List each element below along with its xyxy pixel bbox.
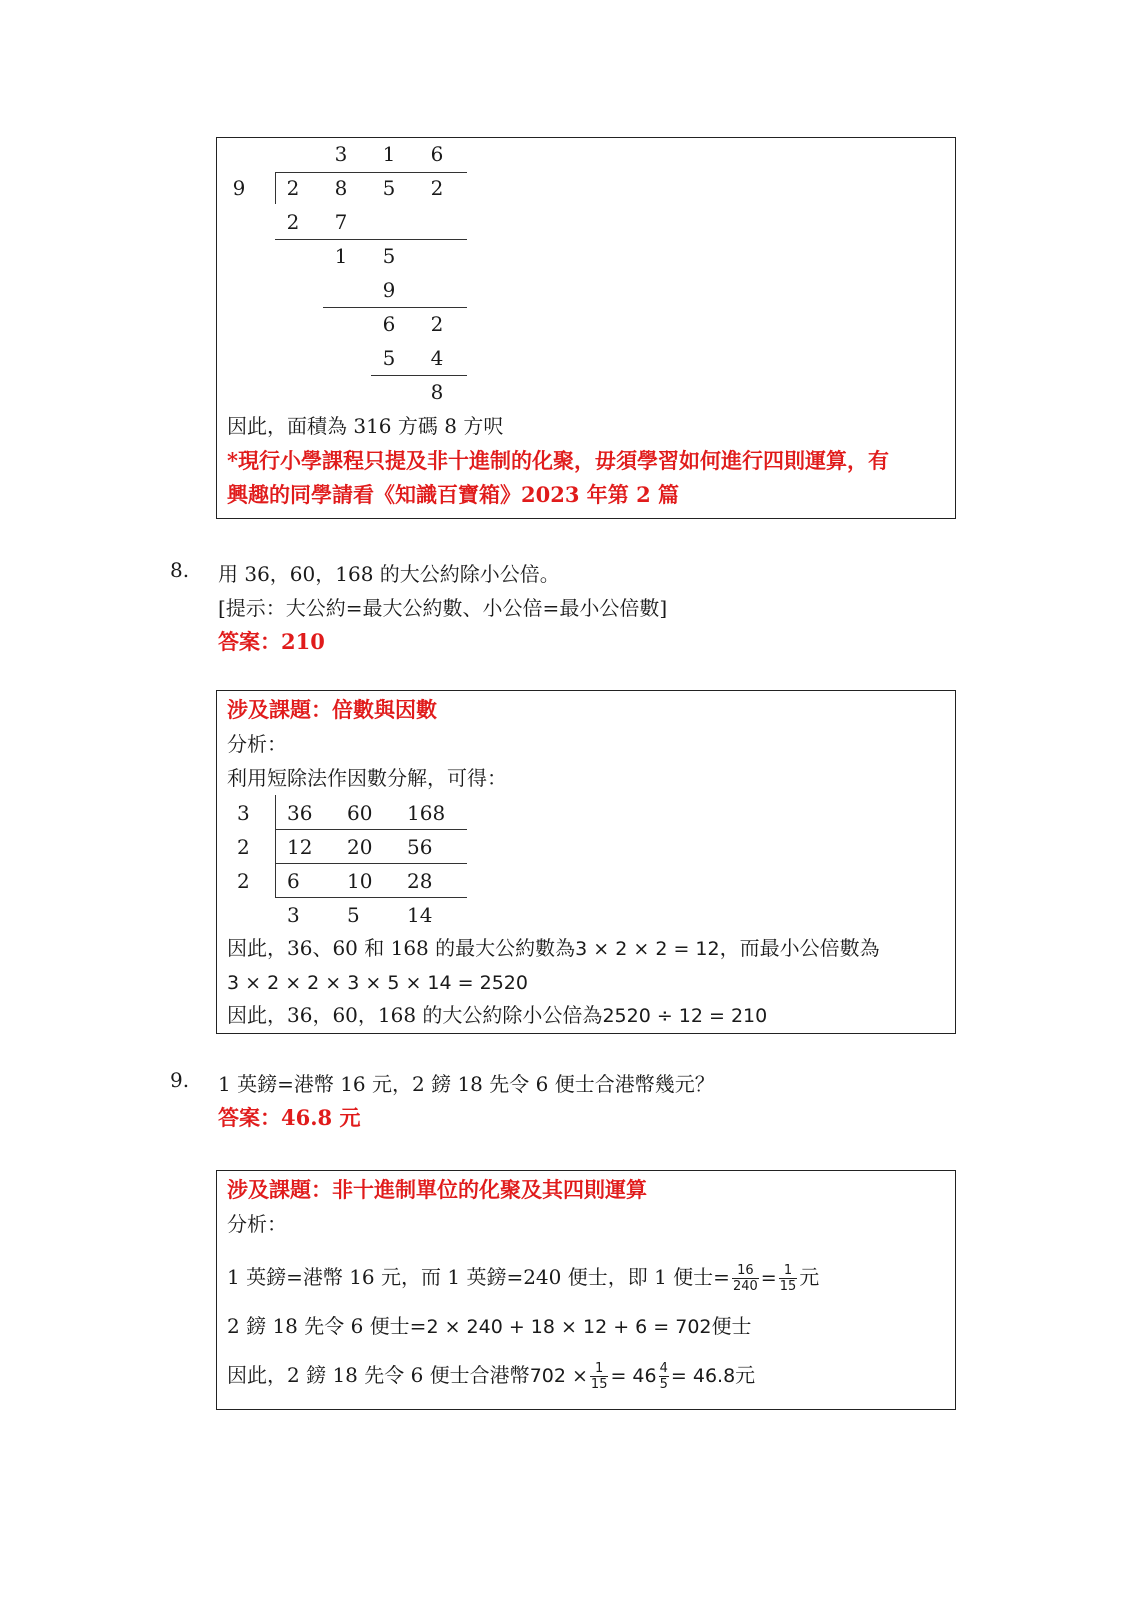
step-digit: 4 <box>430 346 444 370</box>
final-line <box>227 1355 755 1396</box>
ladder-cell: 10 <box>347 869 373 893</box>
remainder-digit: 8 <box>430 380 444 404</box>
ladder-cell: 168 <box>407 801 446 825</box>
step-digit: 1 <box>334 244 348 268</box>
step-digit: 2 <box>430 312 444 336</box>
ladder-line <box>275 829 467 830</box>
question-number: 8. <box>170 558 190 582</box>
final-math: = 46.8 <box>670 1365 736 1387</box>
dividend-digit: 2 <box>430 176 444 200</box>
method-text: 利用短除法作因數分解，可得： <box>227 766 507 790</box>
gcd-tail: ，而最小公倍數為 <box>719 936 880 960</box>
step-digit: 9 <box>382 278 396 302</box>
dividend-digit: 5 <box>382 176 396 200</box>
analysis-label: 分析： <box>227 732 287 756</box>
fraction: $\frac{4}{5}$ <box>659 1361 668 1392</box>
question-number: 9. <box>170 1068 190 1092</box>
result-text: 因此，36，60，168 的大公約除小公倍為 <box>227 1003 603 1027</box>
ladder-line <box>275 863 467 864</box>
answer-text: 答案：46.8 元 <box>218 1105 361 1130</box>
conversion-text: 1 英鎊=港幣 16 元，而 1 英鎊=240 便士，即 1 便士= <box>227 1265 730 1289</box>
pence-math: 2 × 240 + 18 × 12 + 6 = 702 <box>426 1316 712 1338</box>
lcm-math: 3 × 2 × 2 × 3 × 5 × 14 = 2520 <box>227 972 528 994</box>
fraction: $\frac{16}{240}$ <box>732 1263 758 1294</box>
final-text: 因此，2 鎊 18 先令 6 便士合港幣 <box>227 1363 530 1387</box>
dividend-digit: 2 <box>286 176 300 200</box>
pence-text: 2 鎊 18 先令 6 便士= <box>227 1314 427 1338</box>
ladder-cell: 12 <box>287 835 313 859</box>
q9-analysis-box <box>216 1170 956 1410</box>
topic-heading: 涉及課題：倍數與因數 <box>227 697 437 722</box>
subtraction-line <box>275 239 467 240</box>
ladder-divisor: 3 <box>237 801 250 825</box>
step-digit: 7 <box>334 210 348 234</box>
quotient-digit: 6 <box>430 142 444 166</box>
pence-line <box>227 1313 752 1340</box>
lcm-line <box>227 969 528 996</box>
question-text: 1 英鎊=港幣 16 元，2 鎊 18 先令 6 便士合港幣幾元？ <box>218 1072 715 1096</box>
conversion-line <box>227 1257 819 1298</box>
ladder-cell: 5 <box>347 903 360 927</box>
q8-analysis-box <box>216 690 956 1034</box>
subtraction-line <box>323 307 467 308</box>
topic-heading: 涉及課題：非十進制單位的化聚及其四則運算 <box>227 1177 647 1202</box>
ladder-cell: 3 <box>287 903 300 927</box>
ladder-cell: 56 <box>407 835 433 859</box>
conclusion-text: 因此，面積為 316 方碼 8 方呎 <box>227 414 504 438</box>
ladder-cell: 6 <box>287 869 300 893</box>
ladder-vertical-line <box>275 795 276 897</box>
ladder-cell: 60 <box>347 801 373 825</box>
gcd-line <box>227 935 880 962</box>
step-digit: 2 <box>286 210 300 234</box>
gcd-text: 因此，36、60 和 168 的最大公約數為 <box>227 936 576 960</box>
step-digit: 5 <box>382 244 396 268</box>
result-line <box>227 1002 767 1029</box>
fraction: $\frac{1}{15}$ <box>779 1263 797 1294</box>
step-digit: 6 <box>382 312 396 336</box>
division-bracket <box>275 172 276 204</box>
ladder-line <box>275 897 467 898</box>
divisor: 9 <box>232 176 246 200</box>
step-digit: 5 <box>382 346 396 370</box>
ladder-cell: 28 <box>407 869 433 893</box>
ladder-divisor: 2 <box>237 869 250 893</box>
ladder-divisor: 2 <box>237 835 250 859</box>
subtraction-line <box>371 375 467 376</box>
unit-text: 元 <box>799 1265 820 1289</box>
quotient-digit: 3 <box>334 142 348 166</box>
ladder-cell: 36 <box>287 801 313 825</box>
fraction: $\frac{1}{15}$ <box>590 1361 608 1392</box>
note-line-1: *現行小學課程只提及非十進制的化聚，毋須學習如何進行四則運算，有 <box>227 448 889 473</box>
final-math: = 46 <box>610 1365 657 1387</box>
dividend-digit: 8 <box>334 176 348 200</box>
unit-text: 便士 <box>711 1314 752 1338</box>
note-line-2: 興趣的同學請看《知識百寶箱》2023 年第 2 篇 <box>227 482 679 507</box>
equals-sign: = <box>760 1267 777 1289</box>
answer-text: 答案：210 <box>218 629 325 654</box>
analysis-label: 分析： <box>227 1212 287 1236</box>
hint-text: [提示：大公約=最大公約數、小公倍=最小公倍數] <box>218 596 668 620</box>
ladder-cell: 20 <box>347 835 373 859</box>
division-bar <box>275 172 467 173</box>
long-division-box <box>216 137 956 519</box>
ladder-cell: 14 <box>407 903 433 927</box>
final-math: 702 × <box>529 1365 588 1387</box>
question-text: 用 36，60，168 的大公約除小公倍。 <box>218 562 560 586</box>
unit-text: 元 <box>735 1363 756 1387</box>
result-math: 2520 ÷ 12 = 210 <box>602 1005 768 1027</box>
quotient-digit: 1 <box>382 142 396 166</box>
gcd-math: 3 × 2 × 2 = 12 <box>575 938 720 960</box>
